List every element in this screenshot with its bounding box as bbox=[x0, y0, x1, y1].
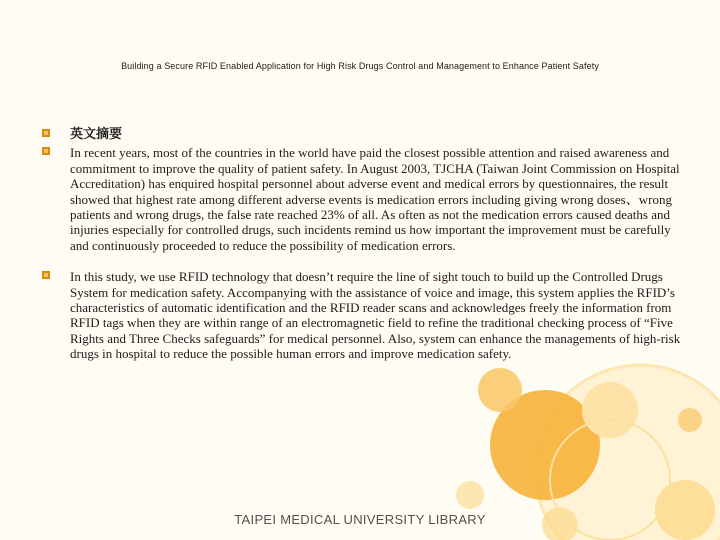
page-title: Building a Secure RFID Enabled Application for High Risk Drugs Control and Management to Enhance Patient Safety bbox=[121, 61, 599, 71]
deco-circle-orange-mid bbox=[478, 368, 522, 412]
abstract-paragraph: In recent years, most of the countries in the world have paid the closest possible attention and raised awareness and commitment to improve the quality of patient safety. In August 2003, TJCHA (Taiwan Joint Commission on Hospital Accreditation) has enquired hospital personnel about adverse event and medical errors by questionnaires, the result showed that highest rate among different adverse events is medication errors including giving wrong doses、wrong patients and wrong drugs, the false rate reached 23% of all. As often as not the medication errors caused deaths and injuries especially for controlled drugs, such incidents remind us how important the improvement must be carefully and continuously proceeded to reduce the possibility of medication errors. bbox=[70, 145, 680, 253]
list-item bbox=[42, 127, 682, 142]
deco-circle-light-1 bbox=[582, 382, 638, 438]
list-item bbox=[42, 269, 682, 361]
bullet-list bbox=[42, 127, 682, 362]
square-bullet-icon bbox=[42, 271, 50, 279]
deco-circle-small-2 bbox=[678, 408, 702, 432]
list-item bbox=[42, 145, 682, 253]
abstract-paragraph: In this study, we use RFID technology that doesn’t require the line of sight touch to build up the Controlled Drugs System for medication safety. Accompanying with the assistance of voice and image, this system applies the RFID’s characteristics of automatic identification and the RFID reader scans and acknowledges freely the information from RFID tags when they are within range of an electromagnetic field to refine the traditional checking process of “Five Rights and Three Checks safeguards” for medical personnel. Also, system can enhance the managements of high-risk drugs in hospital to reduce the possible human errors and improve medication safety. bbox=[70, 269, 681, 362]
deco-circle-light-2 bbox=[655, 480, 715, 540]
deco-circle-small-1 bbox=[456, 481, 484, 509]
abstract-heading: 英文摘要 bbox=[70, 127, 123, 142]
square-bullet-icon bbox=[42, 129, 50, 137]
footer-library-name: TAIPEI MEDICAL UNIVERSITY LIBRARY bbox=[234, 512, 486, 527]
square-bullet-icon bbox=[42, 147, 50, 155]
